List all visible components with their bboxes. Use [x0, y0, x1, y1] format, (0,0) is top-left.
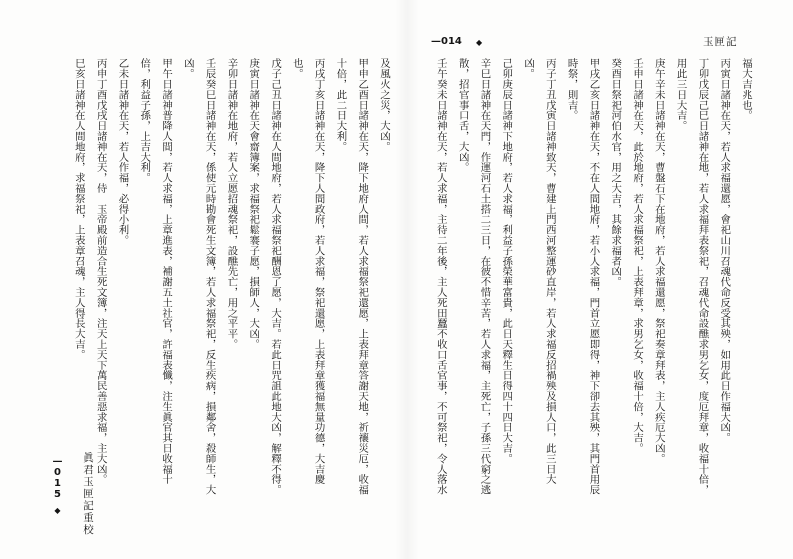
text-column: 戊子己丑日諸神在人間地府，若人求福祭祀酬恩了愿，大吉。若此日咒詛此地大凶，解釋不得。: [269, 58, 282, 495]
left-page-text: [67, 58, 394, 508]
text-column: 己卯庚辰日諸神下地府，若人求福，利益子孫榮華富貴，此日天釋生日得四十四日大吉。: [500, 58, 513, 464]
text-column: 倍，利益子孫，上吉大利。: [138, 58, 151, 183]
text-column: 丙戌丁亥日諸神在天，降下人間政府，若人求福，祭祀還愿，上表拜章獲福無量功德，大吉慶: [312, 58, 325, 485]
running-title: 玉匣記: [703, 36, 738, 48]
text-column: 丙申丁酉戊戌日諸神在天，侍 玉帝殿前造合生死文簿，注天上天下萬民善惡求福，主大凶。: [94, 58, 107, 485]
text-column: 十倍，此二日大利。: [334, 58, 347, 152]
text-column: 甲戌乙亥日諸神在天，不在人間地府，若小人求福，門首立愿即得，神下卻去其殃，其門首用辰: [587, 58, 600, 495]
text-column: 甲午日諸神普降人間，若人求福，上章進表，補謝五土社官，許福表懺，注生眞官其日收福十: [160, 58, 173, 485]
text-column: 巳亥日諸神在人間地府，求福祭祀，上表章召魂，主人得長大吉。: [72, 58, 85, 360]
text-column: 辛巳日諸神在天門，作運河石土搭二三日，在彼不惜辛苦，若人求福，主死亡，子孫三代窮之逃: [478, 58, 491, 495]
text-column: 庚寅日諸神在天會齋簿案，求福祭祀鬆褰子愿，損師人，大凶。: [247, 58, 260, 350]
text-column: 及風火之災，大凶。: [378, 58, 390, 152]
text-column: 凶。: [522, 58, 535, 79]
text-column: 乙未日諸神在天，若人作福，必得小利。: [116, 58, 129, 246]
text-column: 散，招官事口舌，大凶。: [456, 58, 469, 173]
text-column: 凶。: [181, 58, 194, 79]
running-title: 眞君玉匣記重校: [82, 452, 94, 536]
text-column: 辛卯日諸神在地府，若人立愿招魂祭祀，設醮先亡，用之平平。: [225, 58, 238, 350]
text-column: 用此三日大吉。: [674, 58, 687, 131]
text-column: 也。: [290, 58, 303, 79]
text-column: 時祭，則吉。: [565, 58, 578, 121]
diamond-icon: ◆: [476, 38, 483, 47]
footer-page-marker: [51, 456, 63, 515]
text-column: 壬申日諸神在天，此於地府，若人求福祭祀，上表拜章，求男乞女，收福十倍，大吉。: [631, 58, 644, 454]
page-number: —014: [431, 36, 462, 47]
text-column: 癸酉日祭祀河伯水官，用之大吉，其餘求福者凶。: [609, 58, 622, 287]
right-page-text: [429, 58, 756, 508]
page-number: —015: [52, 456, 63, 500]
text-column: 壬午癸未日諸神在天，若人求福，主待二年後，主人死田蠶不收口舌官事，不可祭祀，令人落水: [434, 58, 447, 495]
text-column: 丙寅日諸神在天，若人求福還愿，會祀山川召魂代命反受其殃，如用此日作福大凶。: [718, 58, 731, 443]
text-column: 甲申乙酉日諸神在天，降下地府人間，若人求福祭祀還愿，上表拜章答謝天地，祈禳災厄，收福: [356, 58, 369, 495]
text-column: 丁卯戊辰己巳日諸神在地，若人求福拜表祭祀，召魂代命設醮求男乞女，度厄拜章，收福十倍，: [696, 58, 709, 495]
diamond-icon: ◆: [53, 506, 62, 515]
page-gutter: [395, 0, 419, 559]
text-column: 庚午辛未日諸神在天，曹盤石下在地府，若人求福還愿，祭祀奏章拜表，主人疾厄大凶。: [652, 58, 665, 464]
text-column: 丙子丁丑戊寅日諸神致天，曹建上門西河整運砂直岸，若人求福反招禍殃及損人口，此三日大: [543, 58, 556, 485]
text-column: 福大吉兆也。: [740, 58, 752, 121]
text-column: 壬辰癸巳日諸神在天，係使元時勘會死生文簿，若人求福祭祀，反生疾病，損鄰舍，殺師生，大: [203, 58, 216, 495]
